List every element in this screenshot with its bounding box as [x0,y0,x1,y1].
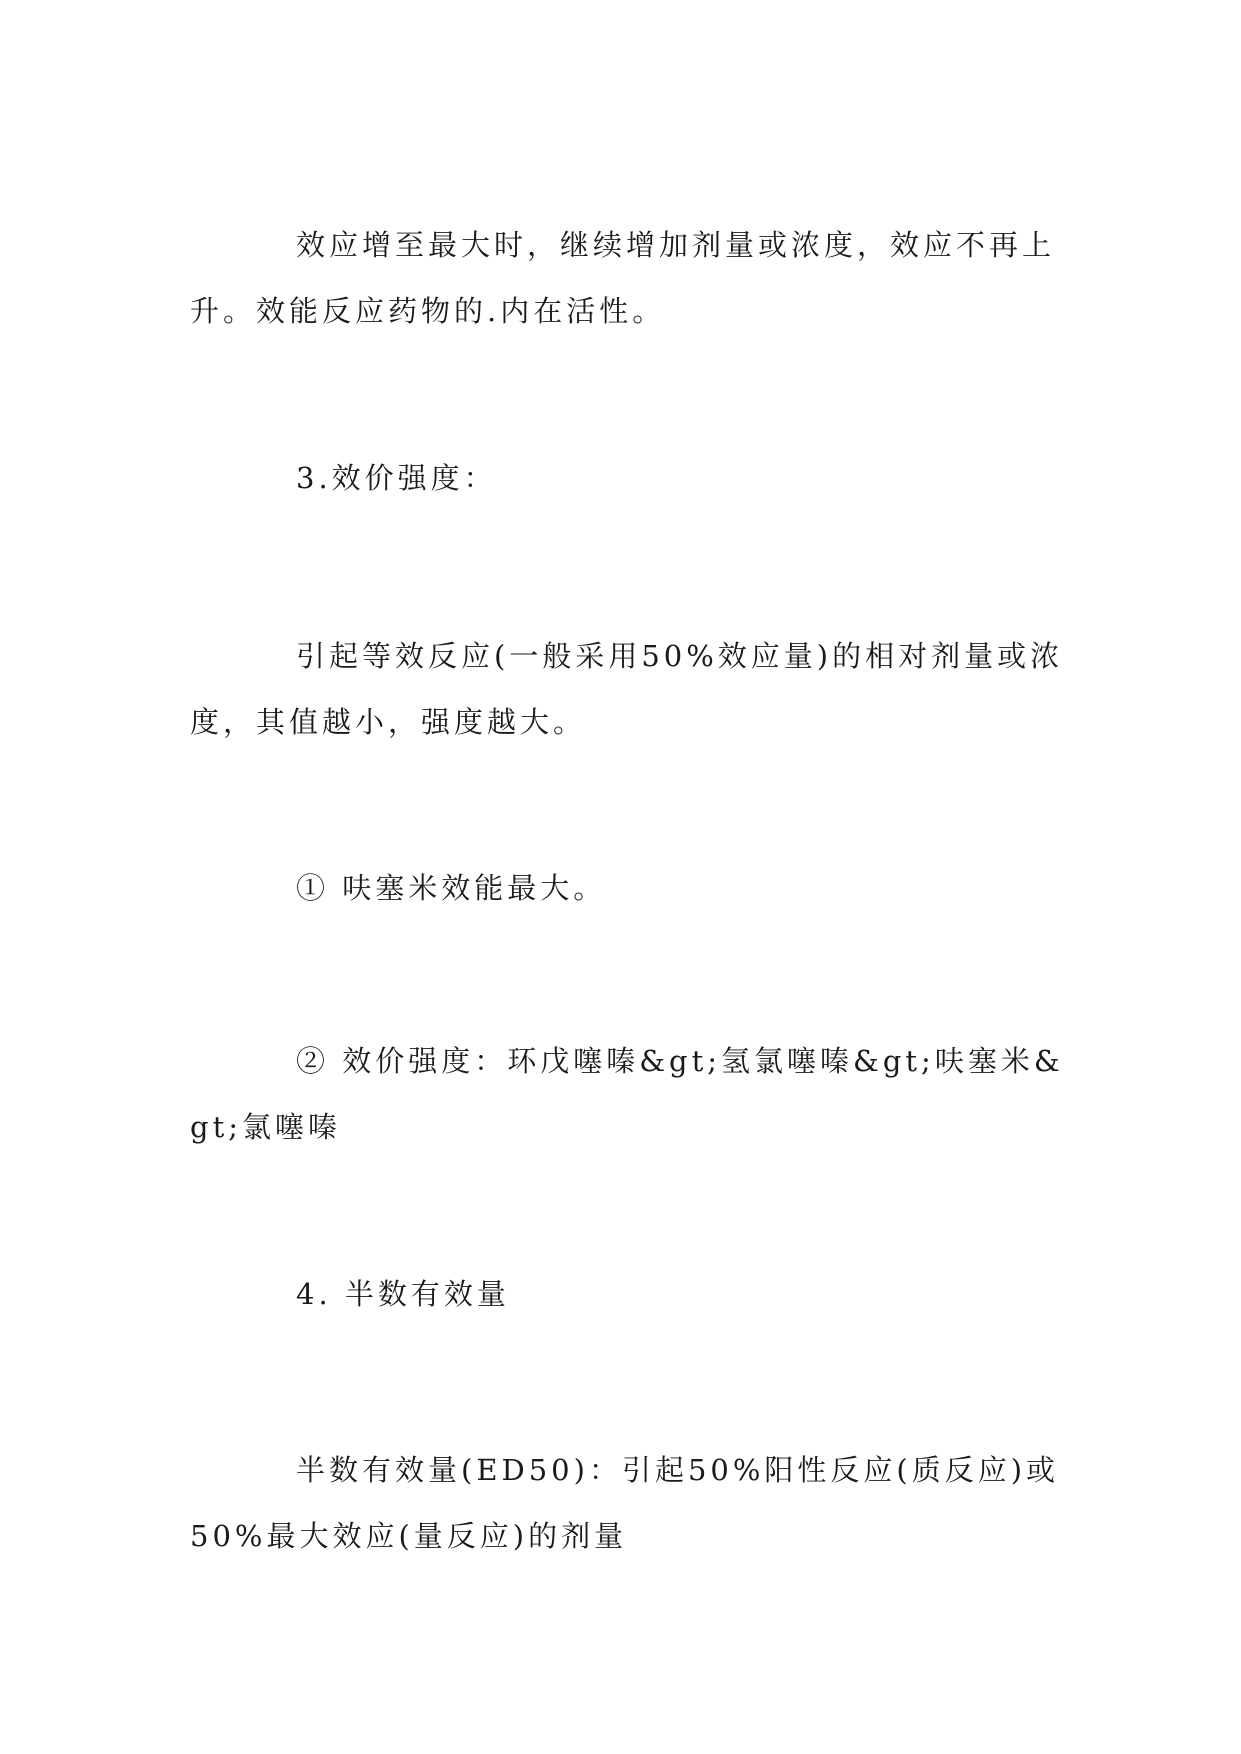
paragraph-efficacy-definition: 效应增至最大时，继续增加剂量或浓度，效应不再上升。效能反应药物的.内在活性。 [190,228,1056,328]
heading-potency: 3.效价强度： [296,461,497,495]
paragraph-potency-definition: 引起等效反应(一般采用50%效应量)的相对剂量或浓度，其值越小，强度越大。 [190,639,1064,739]
list-item-potency-ranking: ② 效价强度：环戊噻嗪&gt;氢氯噻嗪&gt;呋塞米&gt;氯噻嗪 [190,1044,1064,1144]
list-item-furosemide-efficacy: ① 呋塞米效能最大。 [296,871,607,905]
paragraph-ed50-definition: 半数有效量(ED50)：引起50%阳性反应(质反应)或50%最大效应(量反应)的剂量 [190,1453,1060,1553]
heading-ed50: 4. 半数有效量 [296,1277,510,1311]
